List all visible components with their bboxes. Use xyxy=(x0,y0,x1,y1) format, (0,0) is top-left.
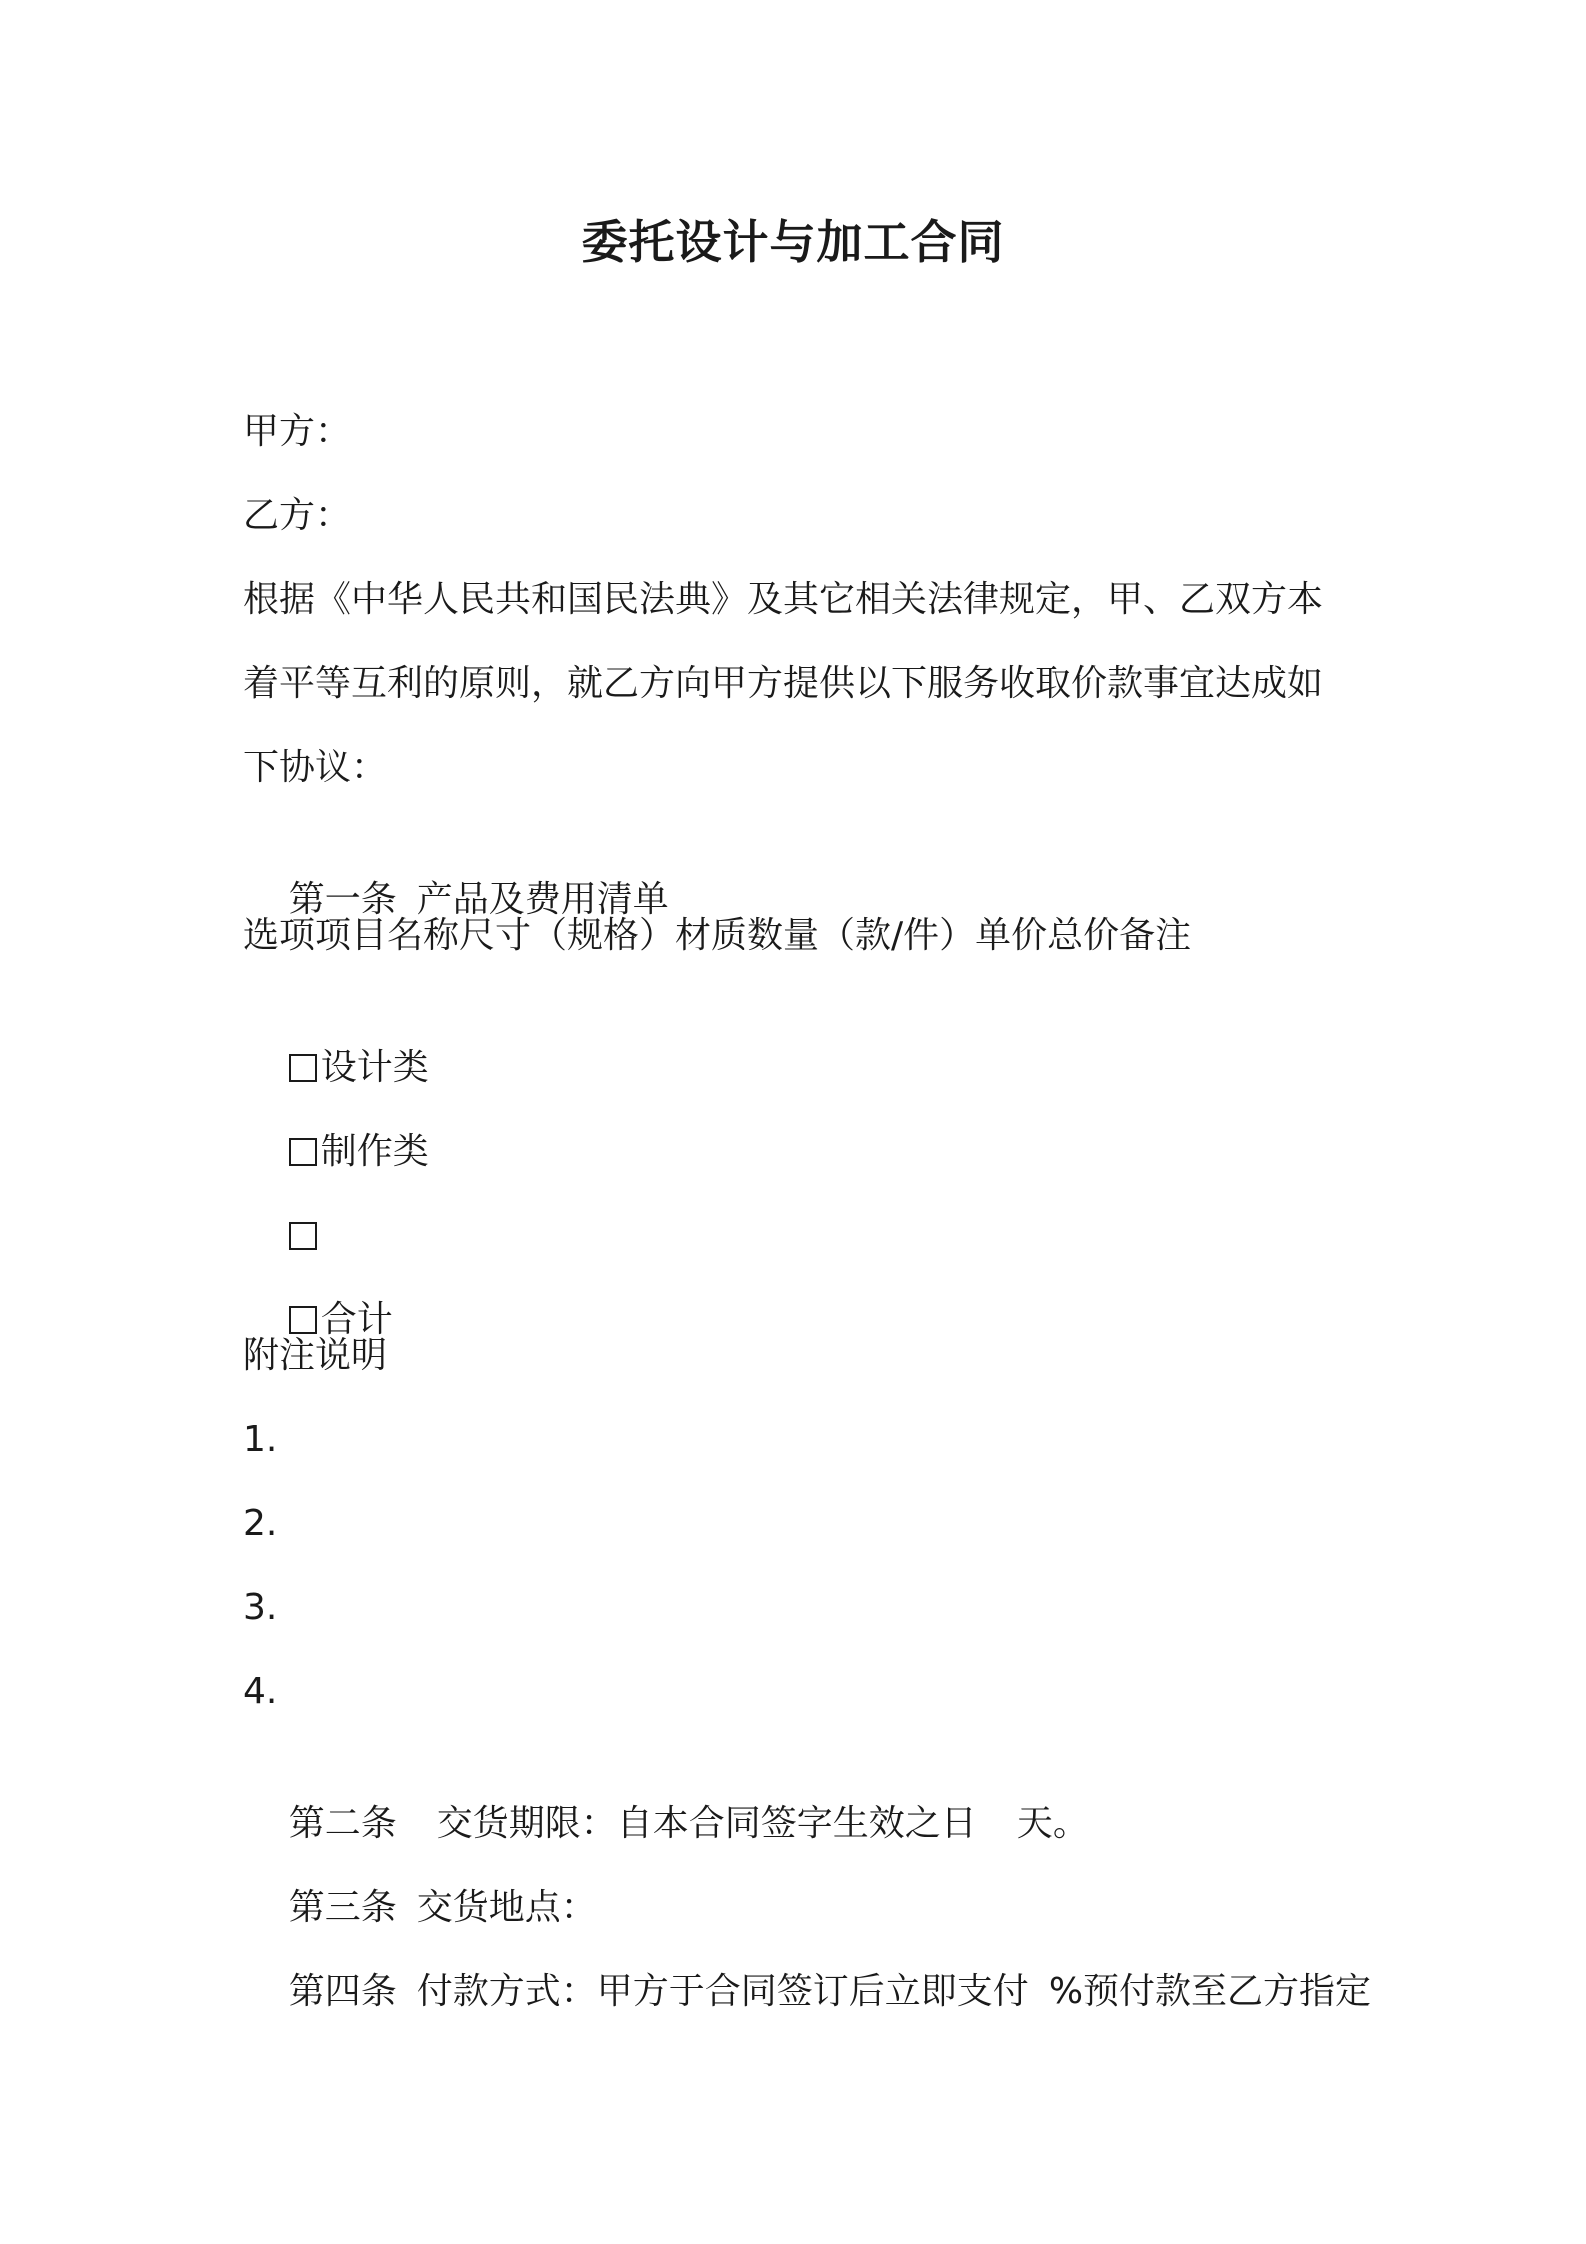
preamble-line-3: 下协议： xyxy=(243,747,388,788)
option-design-label: 设计类 xyxy=(320,1047,429,1088)
article-2-text-before: 交货期限：自本合同签字生效之日 xyxy=(436,1803,977,1844)
checkbox-blank[interactable] xyxy=(289,1222,317,1250)
article-2-label: 第二条 xyxy=(288,1803,397,1844)
notes-heading: 附注说明 xyxy=(243,1335,388,1376)
contract-title: 委托设计与加工合同 xyxy=(581,215,1005,269)
note-item-4: 4. xyxy=(243,1671,278,1712)
article-1-label: 第一条 xyxy=(288,879,397,920)
note-item-3: 3. xyxy=(243,1587,278,1628)
preamble-line-2: 着平等互利的原则，就乙方向甲方提供以下服务收取价款事宜达成如 xyxy=(243,663,1324,704)
article-4-text-after: %预付款至乙方指定 xyxy=(1048,1971,1372,2012)
party-a-line: 甲方： xyxy=(243,411,352,452)
preamble-line-1: 根据《中华人民共和国民法典》及其它相关法律规定，甲、乙双方本 xyxy=(243,579,1324,620)
option-total-label: 合计 xyxy=(320,1299,393,1340)
party-b-line: 乙方： xyxy=(243,495,352,536)
article-2-text-after: 天。 xyxy=(1016,1803,1089,1844)
checkbox-total[interactable] xyxy=(289,1306,317,1334)
option-production-label: 制作类 xyxy=(320,1131,429,1172)
article-1-title: 产品及费用清单 xyxy=(416,879,669,920)
checkbox-design[interactable] xyxy=(289,1054,317,1082)
note-item-2: 2. xyxy=(243,1503,278,1544)
article-4-label: 第四条 xyxy=(288,1971,397,2012)
checkbox-production[interactable] xyxy=(289,1138,317,1166)
article-3-text: 交货地点： xyxy=(416,1887,597,1928)
article-3-label: 第三条 xyxy=(288,1887,397,1928)
article-4-text-before: 付款方式：甲方于合同签订后立即支付 xyxy=(416,1971,1029,2012)
note-item-1: 1. xyxy=(243,1419,278,1460)
table-header-line: 选项项目名称尺寸（规格）材质数量（款/件）单价总价备注 xyxy=(243,915,1192,956)
article-4-line xyxy=(243,1920,1372,2064)
